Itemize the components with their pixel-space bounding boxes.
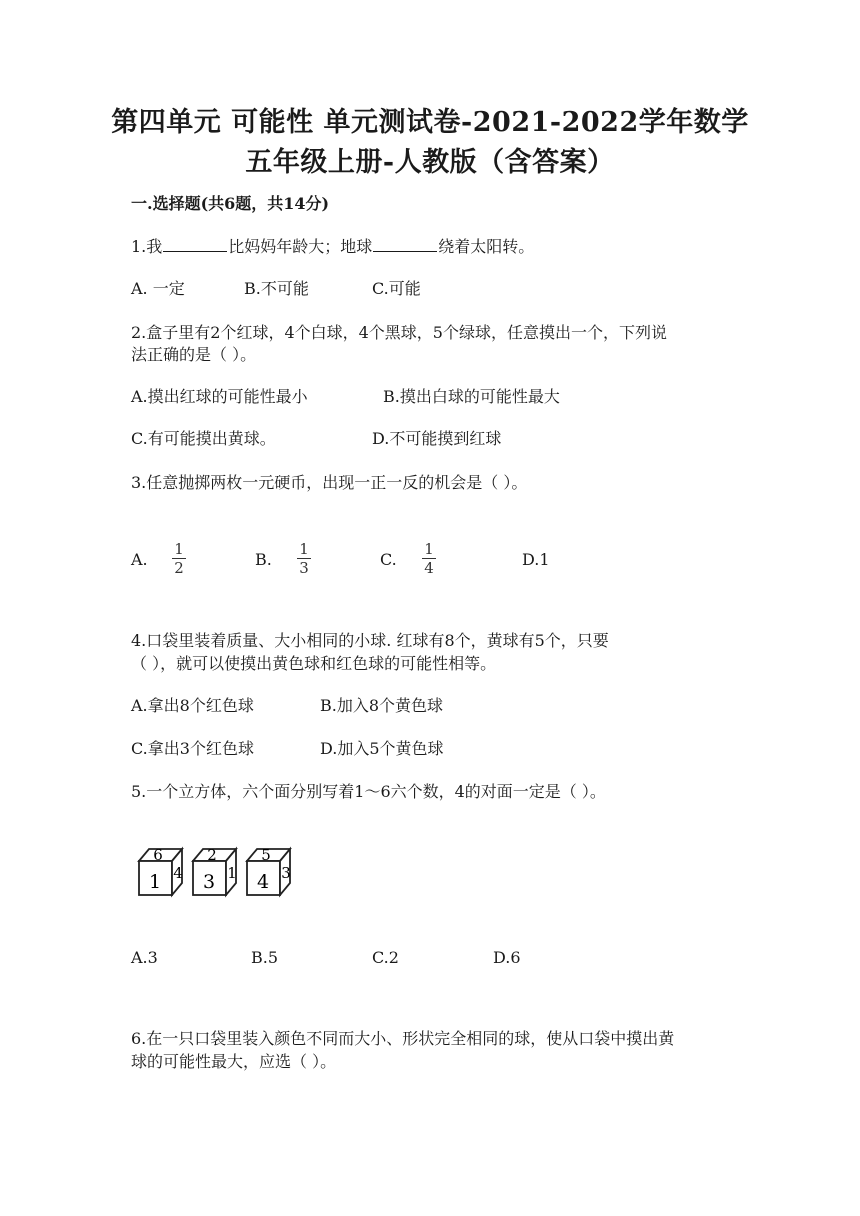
section-heading: 一.选择题(共6题，共14分) xyxy=(131,194,330,213)
q3-option-c-label: C. xyxy=(380,550,397,569)
q3-option-b-fraction xyxy=(297,541,311,576)
question-1 xyxy=(131,236,534,258)
cube-2-side: 1 xyxy=(227,864,237,882)
question-5: 5.一个立方体，六个面分别写着1～6六个数，4的对面一定是（ ）。 xyxy=(131,782,606,801)
q4-option-d: D.加入5个黄色球 xyxy=(320,739,444,758)
q2-option-b: B.摸出白球的可能性最大 xyxy=(383,387,560,406)
fraction-numerator: 1 xyxy=(174,540,184,558)
answer-blank-1 xyxy=(163,237,227,252)
q5-option-c: C.2 xyxy=(372,948,399,967)
cube-3 xyxy=(247,846,291,895)
dice-figure xyxy=(136,843,296,899)
cube-1-side: 4 xyxy=(173,864,183,882)
q5-option-a: A.3 xyxy=(131,948,158,967)
fraction-numerator: 1 xyxy=(424,540,434,558)
q3-option-b-label: B. xyxy=(255,550,272,569)
page-title-line1: 第四单元 可能性 单元测试卷-2021-2022学年数学 xyxy=(111,107,749,138)
question-6-line2: 球的可能性最大，应选（ ）。 xyxy=(131,1052,337,1071)
question-3: 3.任意抛掷两枚一元硬币，出现一正一反的机会是（ ）。 xyxy=(131,473,528,492)
question-6-line1: 6.在一只口袋里装入颜色不同而大小、形状完全相同的球，使从口袋中摸出黄 xyxy=(131,1029,675,1048)
cube-3-top: 5 xyxy=(261,846,271,864)
q4-option-a: A.拿出8个红色球 xyxy=(131,696,254,715)
fraction-denominator: 3 xyxy=(299,559,309,577)
q2-option-d: D.不可能摸到红球 xyxy=(372,429,502,448)
question-2-line2: 法正确的是（ ）。 xyxy=(131,345,257,364)
cube-2 xyxy=(193,846,237,895)
q5-option-d: D.6 xyxy=(493,948,521,967)
cube-2-top: 2 xyxy=(207,846,217,864)
q1-option-b: B.不可能 xyxy=(244,279,309,298)
q3-option-c-fraction xyxy=(422,541,436,576)
q1-option-a: A. 一定 xyxy=(131,279,185,298)
cube-1-top: 6 xyxy=(153,846,163,864)
q4-option-b: B.加入8个黄色球 xyxy=(320,696,444,715)
q2-option-c: C.有可能摸出黄球。 xyxy=(131,429,276,448)
question-4-line1: 4.口袋里装着质量、大小相同的小球. 红球有8个，黄球有5个，只要 xyxy=(131,631,609,650)
page-title-line2: 五年级上册-人教版（含答案） xyxy=(245,147,615,178)
q3-option-d-label: D.1 xyxy=(522,550,550,569)
question-1-part1: 1.我 xyxy=(131,237,163,256)
fraction-numerator: 1 xyxy=(299,540,309,558)
question-2-line1: 2.盒子里有2个红球，4个白球，4个黑球，5个绿球，任意摸出一个，下列说 xyxy=(131,323,667,342)
fraction-denominator: 4 xyxy=(424,559,434,577)
fraction-denominator: 2 xyxy=(174,559,184,577)
q4-option-c: C.拿出3个红色球 xyxy=(131,739,254,758)
q3-option-a-fraction xyxy=(172,541,186,576)
question-1-part3: 绕着太阳转。 xyxy=(438,237,535,256)
answer-blank-2 xyxy=(373,237,437,252)
cube-2-front: 3 xyxy=(202,871,216,893)
question-4-line2: （ ），就可以使摸出黄色球和红色球的可能性相等。 xyxy=(131,654,497,673)
q5-option-b: B.5 xyxy=(251,948,279,967)
cube-3-front: 4 xyxy=(256,871,270,893)
q1-option-c: C.可能 xyxy=(372,279,421,298)
cube-3-side: 3 xyxy=(281,864,291,882)
q3-option-a-label: A. xyxy=(131,550,148,569)
cube-1 xyxy=(139,846,183,895)
question-1-part2: 比妈妈年龄大；地球 xyxy=(228,237,373,256)
cube-1-front: 1 xyxy=(148,871,162,893)
q2-option-a: A.摸出红球的可能性最小 xyxy=(131,387,308,406)
